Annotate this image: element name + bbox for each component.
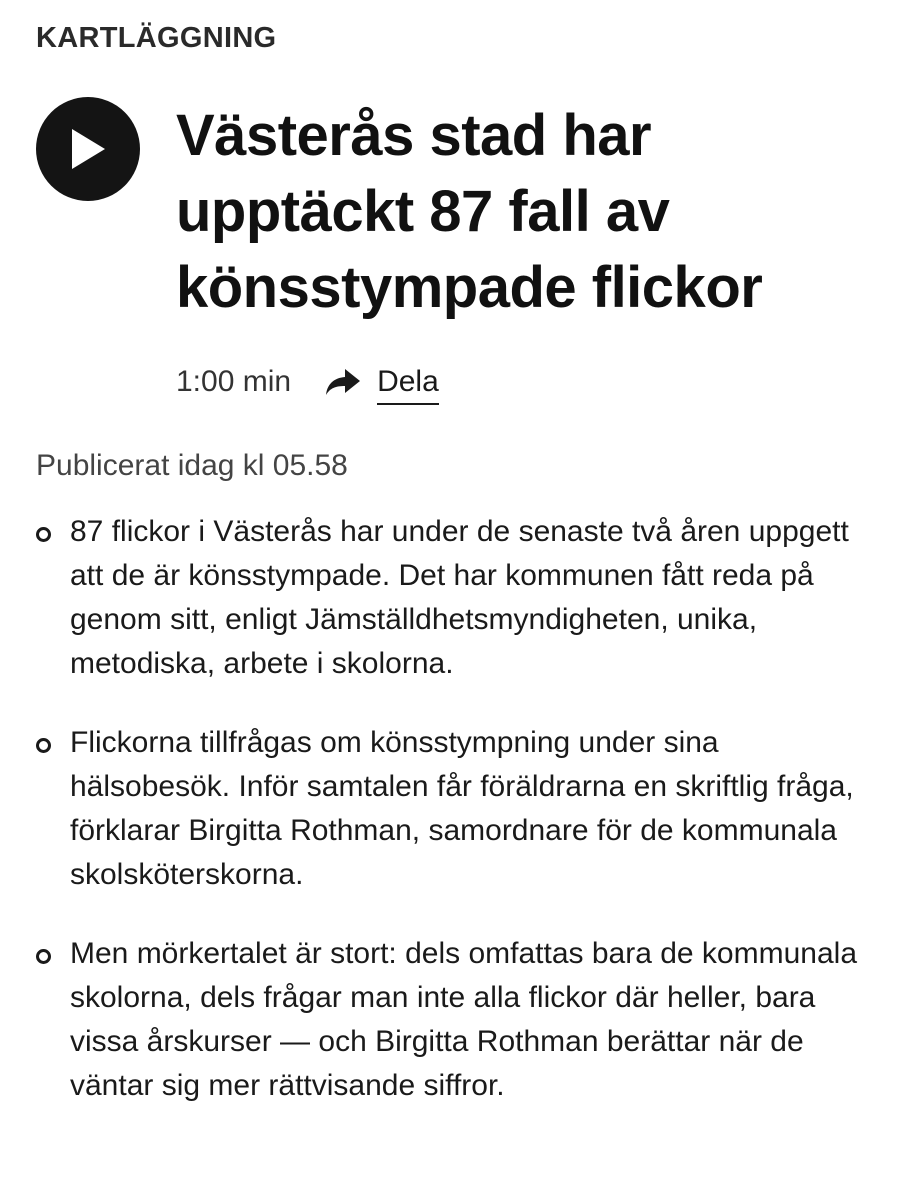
circle-bullet-icon (36, 527, 51, 542)
publish-timestamp: Publicerat idag kl 05.58 (36, 449, 348, 482)
share-label[interactable]: Dela (377, 365, 439, 405)
list-item (36, 721, 876, 897)
article-headline: Västerås stad har upptäckt 87 fall av könsstympade flickor (176, 103, 763, 320)
list-item-text: 87 flickor i Västerås har under de senaste två åren uppgett att de är könsstympade. Det har kommunen fått reda på genom sitt, enligt Jämställdhetsmyndigheten, unika, metodiska, arbete i skolorna. (70, 515, 849, 680)
list-item (36, 510, 876, 686)
article-meta-row (176, 360, 439, 404)
list-item-text: Men mörkertalet är stort: dels omfattas bara de kommunala skolorna, dels frågar man inte alla flickor där heller, bara vissa årskurser — och Birgitta Rothman berättar när de väntar sig mer rättvisande siffror. (70, 937, 858, 1102)
circle-bullet-icon (36, 949, 51, 964)
share-button[interactable] (325, 359, 439, 405)
list-item-text: Flickorna tillfrågas om könsstympning under sina hälsobesök. Inför samtalen får föräldrarna en skriftlig fråga, förklarar Birgitta Rothman, samordnare för de kommunala skolsköterskorna. (70, 726, 854, 891)
summary-list (36, 510, 876, 1143)
share-arrow-icon (325, 368, 361, 396)
list-item (36, 932, 876, 1108)
play-audio-button[interactable] (36, 97, 140, 201)
article-kicker: KARTLÄGGNING (36, 22, 277, 54)
circle-bullet-icon (36, 738, 51, 753)
audio-duration: 1:00 min (176, 365, 292, 398)
play-icon (68, 127, 108, 171)
